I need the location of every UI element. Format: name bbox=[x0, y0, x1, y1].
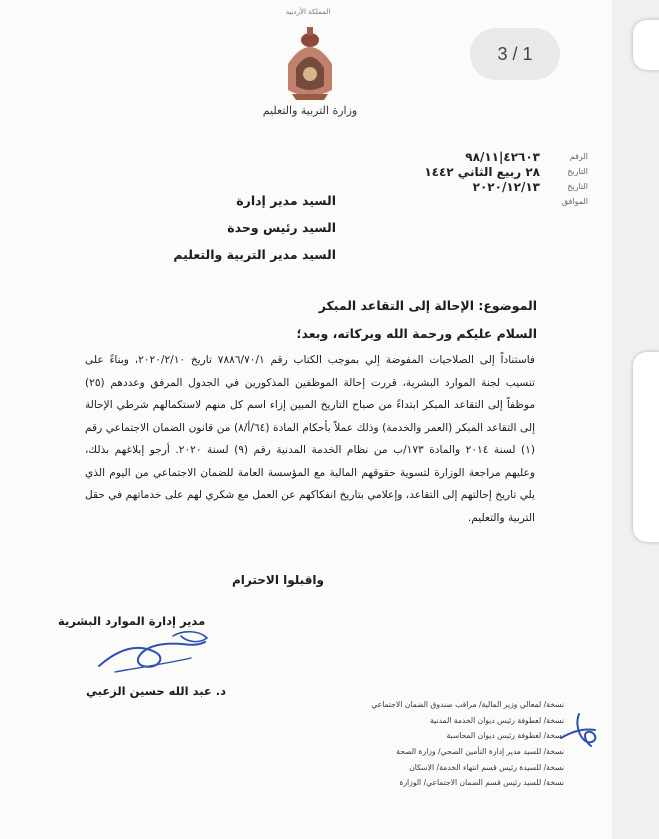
viewer-side-tab[interactable] bbox=[633, 20, 659, 70]
recipient-line: السيد مدير التربية والتعليم bbox=[173, 247, 336, 262]
viewer-side-scroll-handle[interactable] bbox=[633, 352, 659, 542]
recipients-block bbox=[173, 193, 336, 274]
signatory-name: د. عبد الله حسين الزعبي bbox=[86, 684, 227, 698]
letterhead-top-text: المملكة الأردنية bbox=[285, 8, 331, 16]
copy-line: نسخة/ لعطوفة رئيس ديوان المحاسبة bbox=[446, 731, 564, 741]
recipient-line: السيد مدير إدارة bbox=[236, 193, 336, 208]
copy-line: نسخة/ للسيد مدير إدارة التأمين الصحي/ وزارة الصحة bbox=[396, 747, 564, 757]
letter-subject: الموضوع: الإحالة إلى التقاعد المبكر bbox=[318, 298, 537, 313]
letter-body: فاستناداً إلى الصلاحيات المفوضة إلي بموجب الكتاب رقم ٧٨٨٦/٧٠/١ تاريخ ٢٠٢٠/٢/١٠، وبناءً على تنسيب لجنة الموارد البشرية، قررت إحالة الموظفين المذكورين في الجدول المرفق وعددهم (٢٥) موظفاً إلى التقاعد المبكر ابتداءً من صباح التاريخ المبين إزاء اسم كل منهم لاستكمالهم شرطي الإحالة إلى التقاعد المبكر (العمر والخدمة) وذلك عملاً بأحكام المادة (٦٤/أ/٨) من قانون الضمان الاجتماعي رقم (١) لسنة ٢٠١٤ والمادة ١٧٣/ب من نظام الخدمة المدنية رقم (٩) لسنة ٢٠٢٠. أرجو إبلاغهم بذلك، وعليهم مراجعة الوزارة لتسوية حقوقهم المالية مع المؤسسة العامة للضمان الاجتماعي من اليوم الذي يلي تاريخ إحالتهم إلى التقاعد، وإعلامي بتاريخ انفكاكهم عن العمل مع شكري لهم على خدماتهم في حقل التربية والتعليم. bbox=[85, 354, 536, 524]
gregorian-date: ٢٠٢٠/١٢/١٣ bbox=[472, 180, 540, 194]
copy-line: نسخة/ لمعالي وزير المالية/ مراقب صندوق الضمان الاجتماعي bbox=[371, 700, 564, 709]
page-indicator: 3 / 1 bbox=[470, 28, 560, 80]
copy-line: نسخة/ للسيدة رئيس قسم انتهاء الخدمة/ الاسكان bbox=[409, 762, 564, 772]
coat-of-arms-emblem bbox=[282, 24, 338, 102]
hijri-date-label: التاريخ bbox=[567, 167, 588, 176]
copies-list bbox=[371, 700, 564, 794]
handwritten-initials bbox=[557, 708, 607, 752]
viewer-side-strip bbox=[612, 0, 659, 839]
ministry-name: وزارة التربية والتعليم bbox=[262, 104, 358, 117]
letter-closing: واقبلوا الاحترام bbox=[231, 573, 324, 587]
corresponding-label: الموافق bbox=[561, 197, 588, 206]
signatory-title: مدير إدارة الموارد البشرية bbox=[58, 614, 206, 628]
handwritten-signature bbox=[95, 622, 215, 678]
copy-line: نسخة/ لعطوفة رئيس ديوان الخدمة المدنية bbox=[430, 715, 564, 725]
letter-greeting: السلام عليكم ورحمة الله وبركاته، وبعد؛ bbox=[296, 326, 537, 341]
reference-number-label: الرقم bbox=[569, 152, 588, 161]
hijri-date: ٢٨ ربيع الثاني ١٤٤٢ bbox=[424, 165, 540, 179]
reference-number: ٤٢٦٠٣|٩٨/١١ bbox=[465, 150, 540, 164]
gregorian-date-label: التاريخ bbox=[567, 182, 588, 191]
recipient-line: السيد رئيس وحدة bbox=[227, 220, 336, 235]
copy-line: نسخة/ للسيد رئيس قسم الضمان الاجتماعي/ الوزارة bbox=[399, 778, 564, 788]
